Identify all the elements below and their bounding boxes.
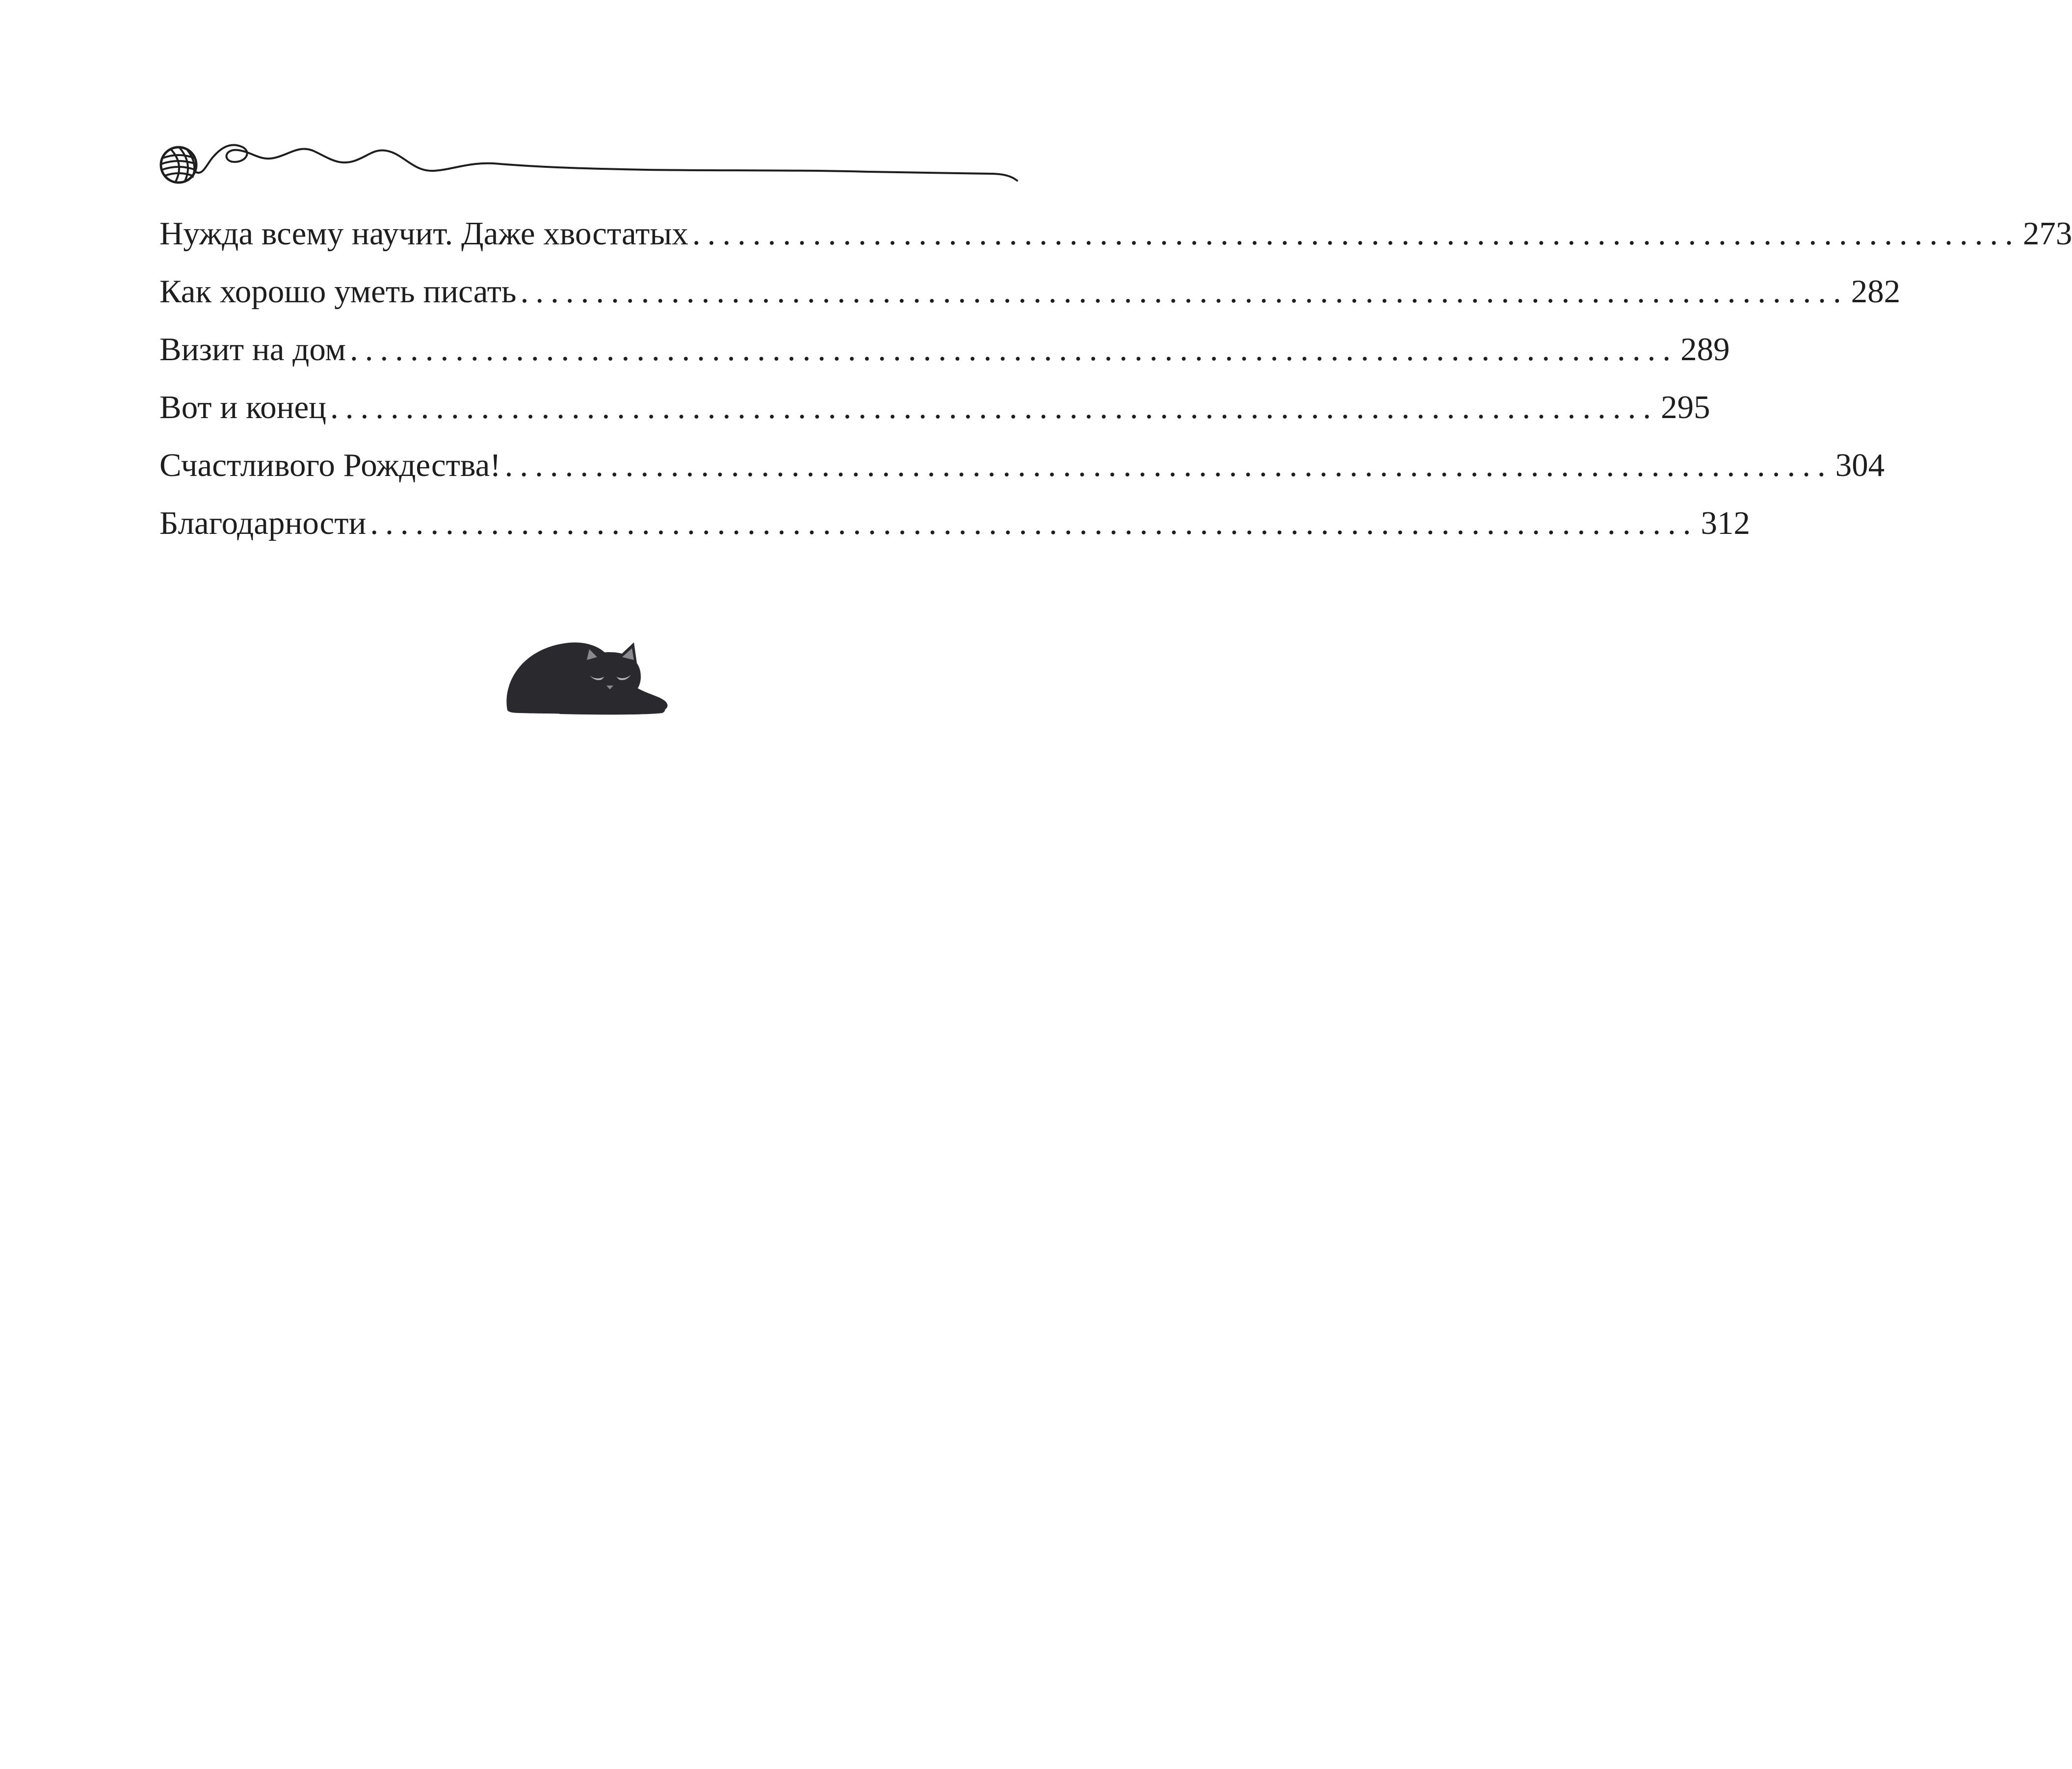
toc-entry-title: Счастливого Рождества! — [159, 447, 501, 483]
toc-entry-title: Визит на дом — [159, 331, 346, 368]
dot-leader: ........................................................................................ — [520, 273, 1848, 310]
toc-entry-page: 312 — [1701, 505, 1750, 541]
toc-entry-page: 282 — [1851, 273, 1901, 310]
toc-entry[interactable] — [159, 331, 1730, 389]
dot-leader: ........................................................................................ — [349, 331, 1678, 368]
dot-leader: ........................................................................................ — [692, 215, 2020, 252]
toc-entry-page: 295 — [1661, 389, 1710, 425]
toc-entry[interactable] — [159, 504, 1750, 562]
table-of-contents — [159, 215, 2072, 562]
dot-leader: ........................................................................................ — [370, 505, 1698, 541]
toc-entry-page: 304 — [1835, 447, 1885, 483]
thread-line — [195, 145, 1017, 181]
toc-entry-title: Нужда всему научит. Даже хвостатых — [159, 215, 688, 252]
yarn-ball-thread-icon — [156, 133, 1020, 192]
toc-entry[interactable] — [159, 389, 1710, 447]
toc-entry[interactable] — [159, 273, 1901, 331]
toc-entry[interactable] — [159, 447, 1885, 504]
sleeping-black-cat-icon — [500, 631, 672, 721]
dot-leader: ........................................................................................ — [330, 389, 1658, 425]
toc-entry-page: 289 — [1680, 331, 1730, 368]
toc-entry-title: Как хорошо уметь писать — [159, 273, 517, 310]
dot-leader: ........................................................................................ — [504, 447, 1833, 483]
toc-entry-title: Вот и конец — [159, 389, 327, 425]
yarn-ball-icon — [161, 147, 196, 183]
toc-entry[interactable] — [159, 215, 2072, 273]
toc-entry-page: 273 — [2022, 215, 2072, 252]
toc-entry-title: Благодарности — [159, 505, 367, 541]
